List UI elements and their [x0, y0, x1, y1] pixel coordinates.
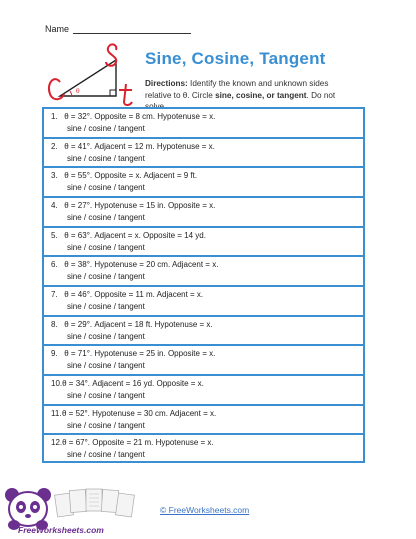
svg-text:θ: θ	[76, 88, 80, 95]
problem-number: 4.	[51, 200, 58, 210]
problem-3	[44, 168, 363, 198]
sct-triangle-logo-icon	[46, 40, 140, 106]
problem-number: 2.	[51, 141, 58, 151]
problem-text: θ = 27°. Hypotenuse = 15 in. Opposite = x.	[64, 200, 216, 210]
problem-10	[44, 376, 363, 406]
worksheet-thumbnails-icon	[54, 486, 136, 522]
problem-text: θ = 71°. Hypotenuse = 25 in. Opposite = x.	[64, 349, 216, 359]
name-label: Name	[45, 24, 70, 34]
problem-number: 7.	[51, 289, 58, 299]
problem-choices[interactable]: sine / cosine / tangent	[67, 301, 145, 311]
problem-number: 3.	[51, 171, 58, 181]
problem-6	[44, 257, 363, 287]
problem-2	[44, 139, 363, 169]
problem-choices[interactable]: sine / cosine / tangent	[67, 183, 145, 193]
problem-choices[interactable]: sine / cosine / tangent	[67, 153, 145, 163]
problem-list	[42, 107, 365, 463]
problem-number: 11.	[51, 408, 62, 418]
problem-12	[44, 435, 363, 465]
problem-number: 8.	[51, 319, 58, 329]
problem-5	[44, 228, 363, 258]
directions-bold: sine, cosine, or tangent	[215, 90, 307, 100]
problem-number: 1.	[51, 112, 58, 121]
problem-choices[interactable]: sine / cosine / tangent	[67, 242, 145, 252]
problem-text: θ = 29°. Adjacent = 18 ft. Hypotenuse = x.	[64, 319, 213, 329]
problem-choices[interactable]: sine / cosine / tangent	[67, 212, 145, 222]
name-field	[45, 24, 191, 34]
problem-7	[44, 287, 363, 317]
problem-number: 9.	[51, 349, 58, 359]
problem-choices[interactable]: sine / cosine / tangent	[67, 450, 145, 460]
problem-text: θ = 34°. Adjacent = 16 yd. Opposite = x.	[62, 378, 204, 388]
problem-text: θ = 38°. Hypotenuse = 20 cm. Adjacent = x.	[64, 260, 219, 270]
name-line[interactable]	[73, 25, 191, 34]
problem-choices[interactable]: sine / cosine / tangent	[67, 390, 145, 400]
problem-choices[interactable]: sine / cosine / tangent	[67, 331, 145, 341]
problem-number: 10.	[51, 378, 63, 388]
problem-text: θ = 67°. Opposite = 21 m. Hypotenuse = x.	[62, 438, 214, 448]
problem-choices[interactable]: sine / cosine / tangent	[67, 124, 145, 133]
problem-number: 5.	[51, 230, 58, 240]
problem-4	[44, 198, 363, 228]
problem-text: θ = 46°. Opposite = 11 m. Adjacent = x.	[64, 289, 204, 299]
footer-copyright-link[interactable]: © FreeWorksheets.com	[160, 505, 250, 515]
problem-choices[interactable]: sine / cosine / tangent	[67, 272, 145, 282]
problem-number: 12.	[51, 438, 63, 448]
problem-number: 6.	[51, 260, 58, 270]
directions-text-1: Identify the known and unknown sides relative to θ. Circle	[145, 79, 329, 100]
problem-choices[interactable]: sine / cosine / tangent	[67, 361, 145, 371]
problem-choices[interactable]: sine / cosine / tangent	[67, 420, 145, 430]
problem-text: θ = 32°. Opposite = 8 cm. Hypotenuse = x.	[64, 112, 216, 121]
problem-1	[44, 109, 363, 139]
directions-text-2: . Do not solve.	[145, 90, 336, 111]
worksheet-title: Sine, Cosine, Tangent	[145, 49, 326, 68]
directions-label: Directions:	[145, 79, 188, 88]
problem-text: θ = 55°. Opposite = x. Adjacent = 9 ft.	[64, 171, 198, 181]
problem-text: θ = 41°. Adjacent = 12 m. Hypotenuse = x.	[64, 141, 215, 151]
problem-8	[44, 317, 363, 347]
problem-9	[44, 346, 363, 376]
problem-text: θ = 52°. Hypotenuse = 30 cm. Adjacent = x.	[62, 408, 217, 418]
problem-11	[44, 406, 363, 436]
problem-text: θ = 63°. Adjacent = x. Opposite = 14 yd.	[64, 230, 206, 240]
footer-brand-logo: FreeWorksheets.com	[18, 525, 104, 535]
